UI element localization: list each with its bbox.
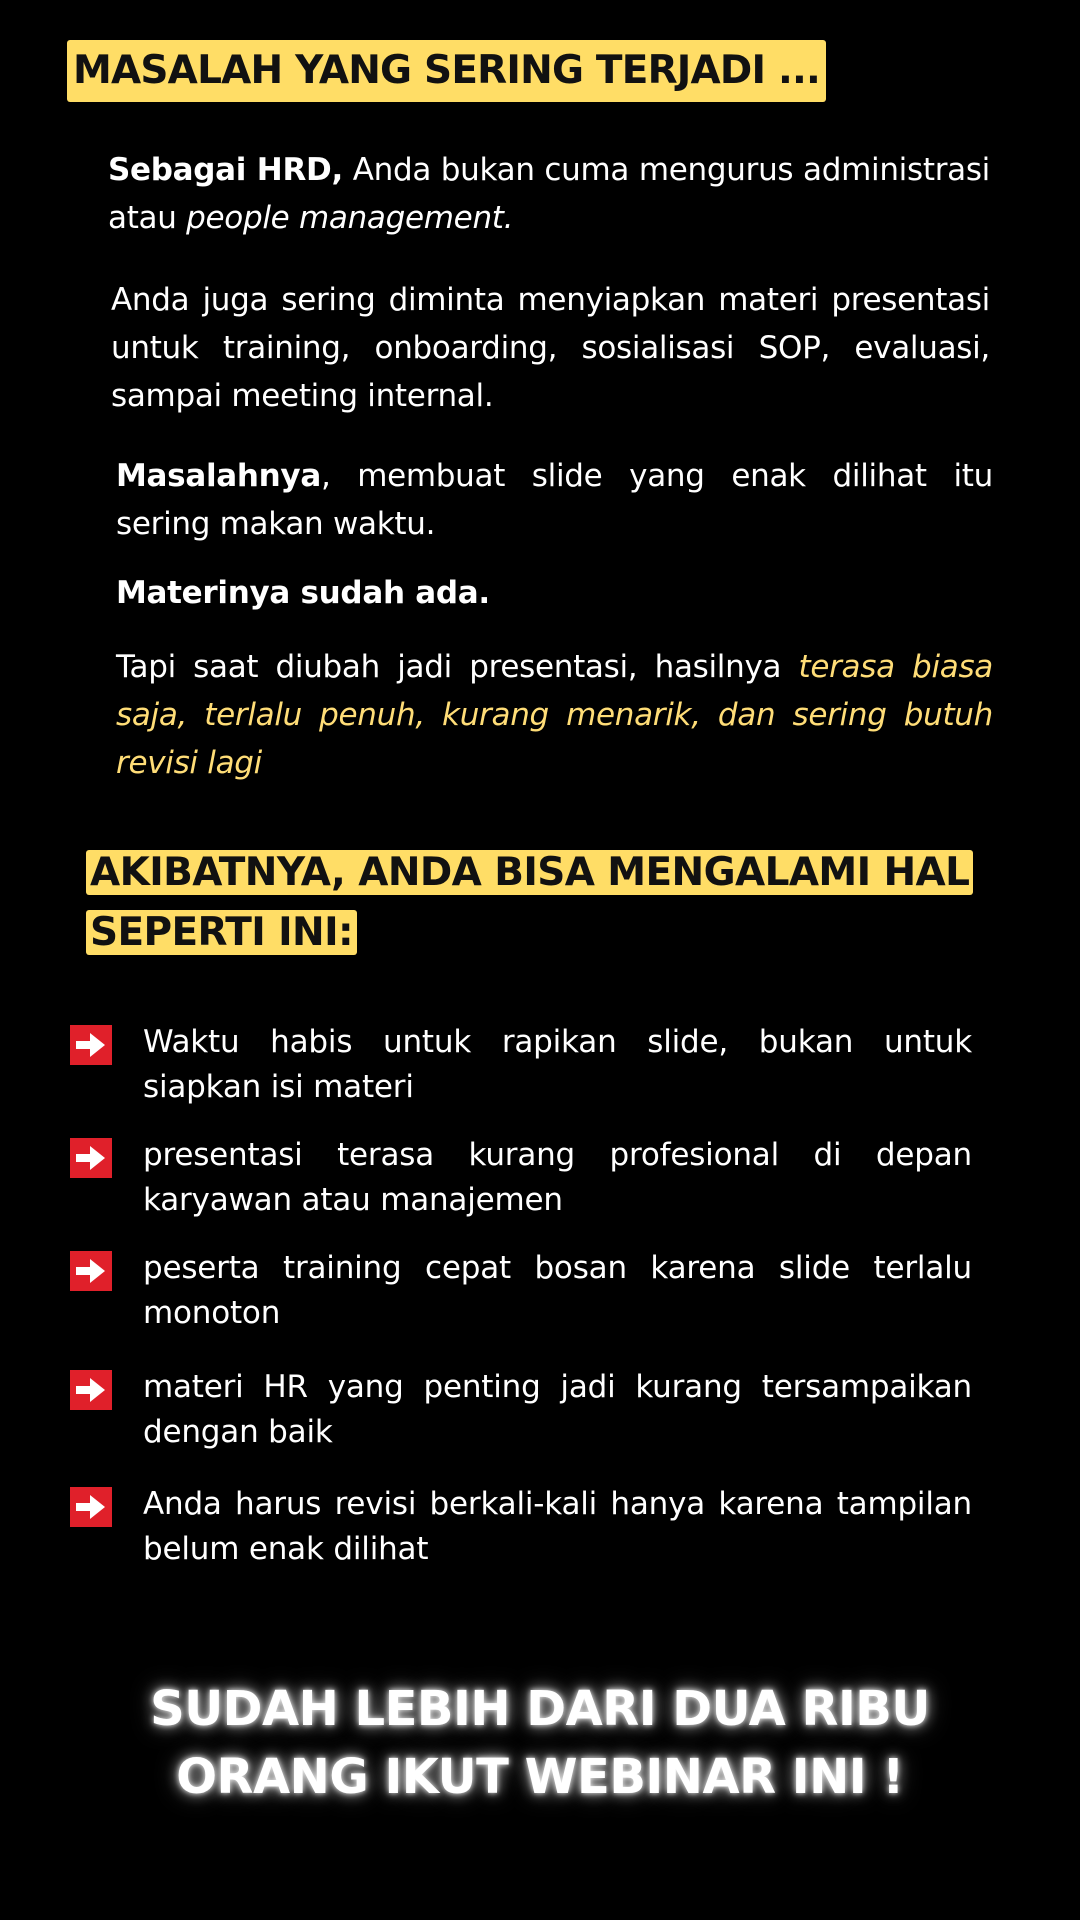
list-item [70,1020,972,1120]
arrow-right-icon [70,1025,112,1065]
consequence-heading-line1: AKIBATNYA, ANDA BISA MENGALAMI HAL [86,850,973,895]
problem-bold: Masalahnya [116,458,321,494]
intro-plain: Anda bukan cuma mengurus administrasi atau [108,152,990,236]
arrow-right-icon [70,1370,112,1410]
arrow-right-icon [70,1487,112,1527]
list-item-text: Anda harus revisi berkali-kali hanya karena tampilan belum enak dilihat [143,1486,972,1567]
list-item [70,1482,972,1582]
social-proof-line1: SUDAH LEBIH DARI DUA RIBU [150,1681,930,1737]
list-item-text: presentasi terasa kurang profesional di depan karyawan atau manajemen [143,1137,972,1218]
list-item [70,1133,972,1233]
list-item-text: materi HR yang penting jadi kurang tersampaikan dengan baik [143,1369,972,1450]
intro-paragraph [108,146,990,242]
result-accent: terasa biasa saja, terlalu penuh, kurang menarik, dan sering butuh revisi lagi [116,649,993,781]
result-paragraph [116,643,993,787]
tasks-paragraph: Anda juga sering diminta menyiapkan materi presentasi untuk training, onboarding, sosialisasi SOP, evaluasi, sampai meeting internal. [111,282,990,414]
social-proof-headline [90,1675,990,1811]
list-item-text: peserta training cepat bosan karena slide terlalu monoton [143,1250,972,1331]
list-item [70,1365,972,1465]
intro-bold: Sebagai HRD, [108,152,343,188]
intro-italic: people management. [186,200,514,236]
problem-paragraph [116,452,993,548]
social-proof-line2: ORANG IKUT WEBINAR INI ! [176,1749,904,1805]
material-ready-text: Materinya sudah ada. [116,575,490,611]
arrow-right-icon [70,1138,112,1178]
problem-plain: , membuat slide yang enak dilihat itu sering makan waktu. [116,458,993,542]
consequence-heading-line2: SEPERTI INI: [86,910,357,955]
arrow-right-icon [70,1251,112,1291]
problem-heading: MASALAH YANG SERING TERJADI ... [67,40,826,102]
consequence-heading [86,843,986,963]
result-plain: Tapi saat diubah jadi presentasi, hasilnya [116,649,799,685]
list-item [70,1246,972,1346]
list-item-text: Waktu habis untuk rapikan slide, bukan untuk siapkan isi materi [143,1024,972,1105]
